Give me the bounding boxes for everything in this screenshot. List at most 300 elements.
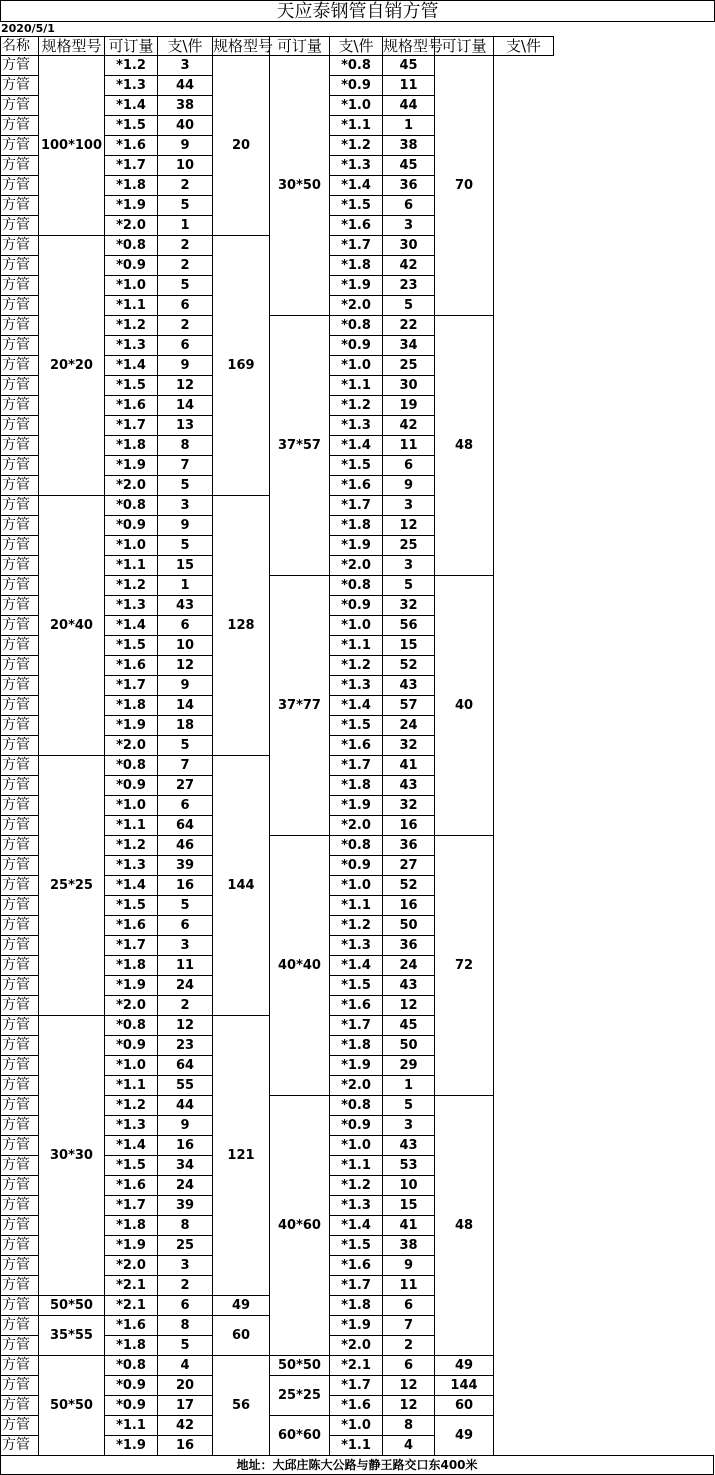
spec-size-cell: 25*25 xyxy=(270,1376,330,1416)
product-name-cell: 方管 xyxy=(1,656,39,676)
available-qty-cell: 9 xyxy=(158,516,213,536)
table-row xyxy=(1,216,715,236)
table-row xyxy=(1,316,715,336)
thickness-cell: *1.6 xyxy=(330,216,383,236)
available-qty-cell: 6 xyxy=(383,196,435,216)
product-name-cell: 方管 xyxy=(1,536,39,556)
table-row xyxy=(1,936,715,956)
table-row xyxy=(1,1096,715,1116)
thickness-cell: *2.0 xyxy=(105,216,158,236)
table-row xyxy=(1,1376,715,1396)
spec-size-cell: 50*50 xyxy=(39,1296,105,1316)
available-qty-cell: 5 xyxy=(158,276,213,296)
thickness-cell: *1.7 xyxy=(330,756,383,776)
thickness-cell: *1.8 xyxy=(330,1296,383,1316)
available-qty-cell: 5 xyxy=(158,1336,213,1356)
available-qty-cell: 2 xyxy=(158,1276,213,1296)
available-qty-cell: 45 xyxy=(383,156,435,176)
product-name-cell: 方管 xyxy=(1,1116,39,1136)
table-row xyxy=(1,116,715,136)
thickness-cell: *1.3 xyxy=(105,336,158,356)
available-qty-cell: 11 xyxy=(383,76,435,96)
thickness-cell: *1.4 xyxy=(105,356,158,376)
table-row xyxy=(1,1396,715,1416)
available-qty-cell: 43 xyxy=(383,676,435,696)
thickness-cell: *1.3 xyxy=(330,416,383,436)
available-qty-cell: 53 xyxy=(383,1156,435,1176)
table-row xyxy=(1,1236,715,1256)
header-row xyxy=(1,37,715,56)
thickness-cell: *0.8 xyxy=(105,236,158,256)
thickness-cell: *2.0 xyxy=(105,1256,158,1276)
thickness-cell: *0.9 xyxy=(105,776,158,796)
thickness-cell: *2.0 xyxy=(330,1336,383,1356)
available-qty-cell: 6 xyxy=(158,796,213,816)
thickness-cell: *1.5 xyxy=(105,116,158,136)
pieces-per-bundle-cell: 60 xyxy=(435,1396,494,1416)
thickness-cell: *1.5 xyxy=(330,716,383,736)
available-qty-cell: 24 xyxy=(158,976,213,996)
available-qty-cell: 42 xyxy=(383,256,435,276)
available-qty-cell: 12 xyxy=(158,376,213,396)
thickness-cell: *1.1 xyxy=(330,636,383,656)
available-qty-cell: 5 xyxy=(383,576,435,596)
column-header: 可订量 xyxy=(270,37,330,56)
available-qty-cell: 25 xyxy=(383,356,435,376)
pieces-per-bundle-cell: 72 xyxy=(435,836,494,1096)
pieces-per-bundle-cell: 70 xyxy=(435,56,494,316)
available-qty-cell: 12 xyxy=(158,1016,213,1036)
product-name-cell: 方管 xyxy=(1,1316,39,1336)
table-row xyxy=(1,416,715,436)
table-row xyxy=(1,1316,715,1336)
available-qty-cell: 11 xyxy=(383,436,435,456)
available-qty-cell: 1 xyxy=(158,576,213,596)
available-qty-cell: 44 xyxy=(158,76,213,96)
table-row xyxy=(1,976,715,996)
thickness-cell: *1.5 xyxy=(105,896,158,916)
available-qty-cell: 42 xyxy=(158,1416,213,1436)
thickness-cell: *1.2 xyxy=(105,316,158,336)
product-name-cell: 方管 xyxy=(1,236,39,256)
table-row xyxy=(1,96,715,116)
thickness-cell: *1.0 xyxy=(330,1136,383,1156)
table-row xyxy=(1,496,715,516)
product-name-cell: 方管 xyxy=(1,756,39,776)
spec-size-cell: 37*77 xyxy=(270,576,330,836)
product-name-cell: 方管 xyxy=(1,816,39,836)
product-name-cell: 方管 xyxy=(1,356,39,376)
product-name-cell: 方管 xyxy=(1,676,39,696)
table-row xyxy=(1,1196,715,1216)
thickness-cell: *0.8 xyxy=(105,496,158,516)
product-name-cell: 方管 xyxy=(1,1076,39,1096)
available-qty-cell: 38 xyxy=(383,1236,435,1256)
thickness-cell: *1.4 xyxy=(105,616,158,636)
pieces-per-bundle-cell: 48 xyxy=(435,316,494,576)
thickness-cell: *2.1 xyxy=(105,1276,158,1296)
thickness-cell: *1.6 xyxy=(105,1176,158,1196)
available-qty-cell: 45 xyxy=(383,1016,435,1036)
table-row xyxy=(1,816,715,836)
spec-size-cell: 50*50 xyxy=(39,1356,105,1456)
available-qty-cell: 6 xyxy=(383,1356,435,1376)
available-qty-cell: 3 xyxy=(383,496,435,516)
product-name-cell: 方管 xyxy=(1,456,39,476)
product-name-cell: 方管 xyxy=(1,436,39,456)
table-row xyxy=(1,1416,715,1436)
available-qty-cell: 2 xyxy=(158,256,213,276)
available-qty-cell: 27 xyxy=(158,776,213,796)
table-row xyxy=(1,536,715,556)
product-name-cell: 方管 xyxy=(1,496,39,516)
table-row xyxy=(1,576,715,596)
table-row xyxy=(1,1156,715,1176)
thickness-cell: *1.7 xyxy=(330,1376,383,1396)
available-qty-cell: 36 xyxy=(383,176,435,196)
thickness-cell: *1.6 xyxy=(330,476,383,496)
available-qty-cell: 23 xyxy=(383,276,435,296)
table-row xyxy=(1,1016,715,1036)
available-qty-cell: 3 xyxy=(158,496,213,516)
thickness-cell: *1.8 xyxy=(105,436,158,456)
thickness-cell: *1.5 xyxy=(330,196,383,216)
available-qty-cell: 16 xyxy=(158,1436,213,1456)
thickness-cell: *1.1 xyxy=(330,116,383,136)
thickness-cell: *1.9 xyxy=(105,1436,158,1456)
available-qty-cell: 32 xyxy=(383,796,435,816)
available-qty-cell: 38 xyxy=(158,96,213,116)
product-name-cell: 方管 xyxy=(1,836,39,856)
product-name-cell: 方管 xyxy=(1,1176,39,1196)
product-name-cell: 方管 xyxy=(1,516,39,536)
available-qty-cell: 34 xyxy=(383,336,435,356)
product-name-cell: 方管 xyxy=(1,1236,39,1256)
product-name-cell: 方管 xyxy=(1,1376,39,1396)
available-qty-cell: 10 xyxy=(383,1176,435,1196)
available-qty-cell: 43 xyxy=(383,776,435,796)
thickness-cell: *1.7 xyxy=(330,1276,383,1296)
available-qty-cell: 9 xyxy=(383,1256,435,1276)
thickness-cell: *1.0 xyxy=(330,616,383,636)
table-row xyxy=(1,856,715,876)
table-row xyxy=(1,1136,715,1156)
table-row xyxy=(1,1116,715,1136)
thickness-cell: *1.0 xyxy=(105,796,158,816)
table-row xyxy=(1,196,715,216)
table-row xyxy=(1,1356,715,1376)
thickness-cell: *0.9 xyxy=(105,256,158,276)
available-qty-cell: 9 xyxy=(158,356,213,376)
spec-size-cell: 50*50 xyxy=(270,1356,330,1376)
product-name-cell: 方管 xyxy=(1,1016,39,1036)
available-qty-cell: 15 xyxy=(158,556,213,576)
available-qty-cell: 22 xyxy=(383,316,435,336)
product-name-cell: 方管 xyxy=(1,376,39,396)
thickness-cell: *1.6 xyxy=(330,1396,383,1416)
thickness-cell: *1.3 xyxy=(105,596,158,616)
available-qty-cell: 23 xyxy=(158,1036,213,1056)
thickness-cell: *2.0 xyxy=(330,556,383,576)
product-name-cell: 方管 xyxy=(1,896,39,916)
column-header: 规格型号 xyxy=(213,36,274,55)
thickness-cell: *0.8 xyxy=(330,836,383,856)
pieces-per-bundle-cell: 49 xyxy=(213,1296,270,1316)
available-qty-cell: 45 xyxy=(383,56,435,76)
available-qty-cell: 1 xyxy=(158,216,213,236)
thickness-cell: *1.9 xyxy=(330,1056,383,1076)
thickness-cell: *1.0 xyxy=(330,96,383,116)
thickness-cell: *1.8 xyxy=(105,956,158,976)
product-name-cell: 方管 xyxy=(1,76,39,96)
sheet-date: 2020/5/1 xyxy=(1,22,55,35)
table-row xyxy=(1,796,715,816)
thickness-cell: *1.3 xyxy=(330,1196,383,1216)
thickness-cell: *1.9 xyxy=(105,1236,158,1256)
thickness-cell: *1.1 xyxy=(330,376,383,396)
thickness-cell: *0.8 xyxy=(105,1016,158,1036)
available-qty-cell: 2 xyxy=(383,1336,435,1356)
available-qty-cell: 11 xyxy=(158,956,213,976)
thickness-cell: *1.8 xyxy=(105,1336,158,1356)
available-qty-cell: 8 xyxy=(383,1416,435,1436)
thickness-cell: *1.6 xyxy=(105,396,158,416)
available-qty-cell: 24 xyxy=(383,956,435,976)
table-row xyxy=(1,836,715,856)
table-row xyxy=(1,256,715,276)
available-qty-cell: 39 xyxy=(158,1196,213,1216)
pieces-per-bundle-cell: 128 xyxy=(213,496,270,756)
product-name-cell: 方管 xyxy=(1,976,39,996)
thickness-cell: *1.1 xyxy=(105,296,158,316)
thickness-cell: *1.8 xyxy=(330,1036,383,1056)
available-qty-cell: 11 xyxy=(383,1276,435,1296)
thickness-cell: *1.5 xyxy=(105,636,158,656)
pieces-per-bundle-cell: 49 xyxy=(435,1356,494,1376)
thickness-cell: *1.8 xyxy=(330,776,383,796)
available-qty-cell: 39 xyxy=(158,856,213,876)
available-qty-cell: 16 xyxy=(383,816,435,836)
table-row xyxy=(1,356,715,376)
available-qty-cell: 16 xyxy=(158,1136,213,1156)
thickness-cell: *1.9 xyxy=(105,716,158,736)
table-row xyxy=(1,716,715,736)
thickness-cell: *1.9 xyxy=(105,976,158,996)
thickness-cell: *1.9 xyxy=(330,796,383,816)
available-qty-cell: 9 xyxy=(158,136,213,156)
thickness-cell: *1.2 xyxy=(105,56,158,76)
pieces-per-bundle-cell: 144 xyxy=(435,1376,494,1396)
address-footer: 地址：大邱庄陈大公路与静王路交口东400米 xyxy=(0,1455,714,1475)
spec-size-cell: 30*50 xyxy=(270,56,330,316)
thickness-cell: *1.2 xyxy=(105,576,158,596)
available-qty-cell: 16 xyxy=(158,876,213,896)
available-qty-cell: 32 xyxy=(383,736,435,756)
available-qty-cell: 27 xyxy=(383,856,435,876)
thickness-cell: *0.8 xyxy=(105,756,158,776)
available-qty-cell: 7 xyxy=(383,1316,435,1336)
pieces-per-bundle-cell: 56 xyxy=(213,1356,270,1456)
available-qty-cell: 3 xyxy=(158,56,213,76)
product-name-cell: 方管 xyxy=(1,1156,39,1176)
available-qty-cell: 52 xyxy=(383,656,435,676)
available-qty-cell: 24 xyxy=(158,1176,213,1196)
thickness-cell: *2.1 xyxy=(105,1296,158,1316)
thickness-cell: *1.2 xyxy=(330,1176,383,1196)
inventory-table xyxy=(0,36,715,1456)
thickness-cell: *1.6 xyxy=(105,656,158,676)
product-name-cell: 方管 xyxy=(1,1396,39,1416)
product-name-cell: 方管 xyxy=(1,416,39,436)
thickness-cell: *1.6 xyxy=(105,136,158,156)
thickness-cell: *1.1 xyxy=(105,556,158,576)
product-name-cell: 方管 xyxy=(1,696,39,716)
table-row xyxy=(1,616,715,636)
table-row xyxy=(1,656,715,676)
available-qty-cell: 30 xyxy=(383,376,435,396)
thickness-cell: *1.3 xyxy=(105,856,158,876)
product-name-cell: 方管 xyxy=(1,1276,39,1296)
pieces-per-bundle-cell: 48 xyxy=(435,1096,494,1356)
thickness-cell: *0.8 xyxy=(330,576,383,596)
spec-size-cell: 60*60 xyxy=(270,1416,330,1456)
thickness-cell: *1.8 xyxy=(105,696,158,716)
product-name-cell: 方管 xyxy=(1,776,39,796)
product-name-cell: 方管 xyxy=(1,1336,39,1356)
available-qty-cell: 25 xyxy=(383,536,435,556)
pieces-per-bundle-cell: 49 xyxy=(435,1416,494,1456)
table-row xyxy=(1,1056,715,1076)
product-name-cell: 方管 xyxy=(1,1216,39,1236)
thickness-cell: *1.7 xyxy=(330,496,383,516)
spec-size-cell: 20*20 xyxy=(39,236,105,496)
product-name-cell: 方管 xyxy=(1,116,39,136)
thickness-cell: *0.9 xyxy=(330,856,383,876)
available-qty-cell: 56 xyxy=(383,616,435,636)
thickness-cell: *1.2 xyxy=(330,396,383,416)
thickness-cell: *1.5 xyxy=(105,1156,158,1176)
sheet-title: 天应泰钢管自销方管 xyxy=(0,0,715,22)
thickness-cell: *1.4 xyxy=(105,96,158,116)
table-row xyxy=(1,336,715,356)
available-qty-cell: 55 xyxy=(158,1076,213,1096)
available-qty-cell: 52 xyxy=(383,876,435,896)
column-header: 可订量 xyxy=(435,37,494,56)
table-row xyxy=(1,156,715,176)
thickness-cell: *1.9 xyxy=(330,1316,383,1336)
table-row xyxy=(1,916,715,936)
available-qty-cell: 32 xyxy=(383,596,435,616)
product-name-cell: 方管 xyxy=(1,1196,39,1216)
available-qty-cell: 13 xyxy=(158,416,213,436)
product-name-cell: 方管 xyxy=(1,996,39,1016)
product-name-cell: 方管 xyxy=(1,856,39,876)
table-row xyxy=(1,1216,715,1236)
thickness-cell: *0.8 xyxy=(330,316,383,336)
available-qty-cell: 2 xyxy=(158,176,213,196)
table-row xyxy=(1,696,715,716)
table-row xyxy=(1,776,715,796)
thickness-cell: *1.2 xyxy=(330,916,383,936)
available-qty-cell: 6 xyxy=(383,456,435,476)
thickness-cell: *1.1 xyxy=(330,1156,383,1176)
thickness-cell: *1.6 xyxy=(330,736,383,756)
table-row xyxy=(1,596,715,616)
thickness-cell: *1.9 xyxy=(330,536,383,556)
product-name-cell: 方管 xyxy=(1,476,39,496)
available-qty-cell: 2 xyxy=(158,996,213,1016)
thickness-cell: *1.8 xyxy=(330,516,383,536)
product-name-cell: 方管 xyxy=(1,616,39,636)
thickness-cell: *1.0 xyxy=(330,876,383,896)
thickness-cell: *1.6 xyxy=(330,996,383,1016)
table-row xyxy=(1,896,715,916)
thickness-cell: *1.3 xyxy=(105,76,158,96)
thickness-cell: *2.0 xyxy=(330,1076,383,1096)
thickness-cell: *1.2 xyxy=(330,656,383,676)
table-row xyxy=(1,456,715,476)
available-qty-cell: 7 xyxy=(158,756,213,776)
thickness-cell: *1.7 xyxy=(105,676,158,696)
available-qty-cell: 3 xyxy=(383,216,435,236)
thickness-cell: *2.0 xyxy=(105,736,158,756)
available-qty-cell: 8 xyxy=(158,1216,213,1236)
thickness-cell: *1.8 xyxy=(105,176,158,196)
product-name-cell: 方管 xyxy=(1,1056,39,1076)
thickness-cell: *2.0 xyxy=(105,996,158,1016)
thickness-cell: *1.5 xyxy=(105,376,158,396)
pieces-per-bundle-cell: 40 xyxy=(435,576,494,836)
table-row xyxy=(1,176,715,196)
available-qty-cell: 12 xyxy=(383,516,435,536)
thickness-cell: *0.9 xyxy=(330,596,383,616)
product-name-cell: 方管 xyxy=(1,96,39,116)
table-row xyxy=(1,1336,715,1356)
available-qty-cell: 1 xyxy=(383,116,435,136)
table-row xyxy=(1,376,715,396)
table-row xyxy=(1,956,715,976)
thickness-cell: *1.4 xyxy=(330,436,383,456)
available-qty-cell: 40 xyxy=(158,116,213,136)
available-qty-cell: 24 xyxy=(383,716,435,736)
product-name-cell: 方管 xyxy=(1,336,39,356)
spec-size-cell: 40*40 xyxy=(270,836,330,1096)
thickness-cell: *1.9 xyxy=(105,196,158,216)
thickness-cell: *1.4 xyxy=(330,956,383,976)
thickness-cell: *1.7 xyxy=(330,236,383,256)
available-qty-cell: 3 xyxy=(383,556,435,576)
product-name-cell: 方管 xyxy=(1,1036,39,1056)
product-name-cell: 方管 xyxy=(1,1296,39,1316)
available-qty-cell: 6 xyxy=(158,916,213,936)
thickness-cell: *1.7 xyxy=(105,156,158,176)
thickness-cell: *1.0 xyxy=(330,1416,383,1436)
column-header: 名称 xyxy=(1,37,39,56)
thickness-cell: *1.9 xyxy=(330,276,383,296)
available-qty-cell: 15 xyxy=(383,1196,435,1216)
available-qty-cell: 5 xyxy=(158,536,213,556)
thickness-cell: *1.4 xyxy=(330,1216,383,1236)
thickness-cell: *0.9 xyxy=(105,1036,158,1056)
available-qty-cell: 6 xyxy=(158,336,213,356)
thickness-cell: *1.6 xyxy=(330,1256,383,1276)
available-qty-cell: 44 xyxy=(383,96,435,116)
available-qty-cell: 50 xyxy=(383,916,435,936)
available-qty-cell: 36 xyxy=(383,936,435,956)
product-name-cell: 方管 xyxy=(1,936,39,956)
available-qty-cell: 42 xyxy=(383,416,435,436)
column-header: 规格型号 xyxy=(39,37,105,56)
